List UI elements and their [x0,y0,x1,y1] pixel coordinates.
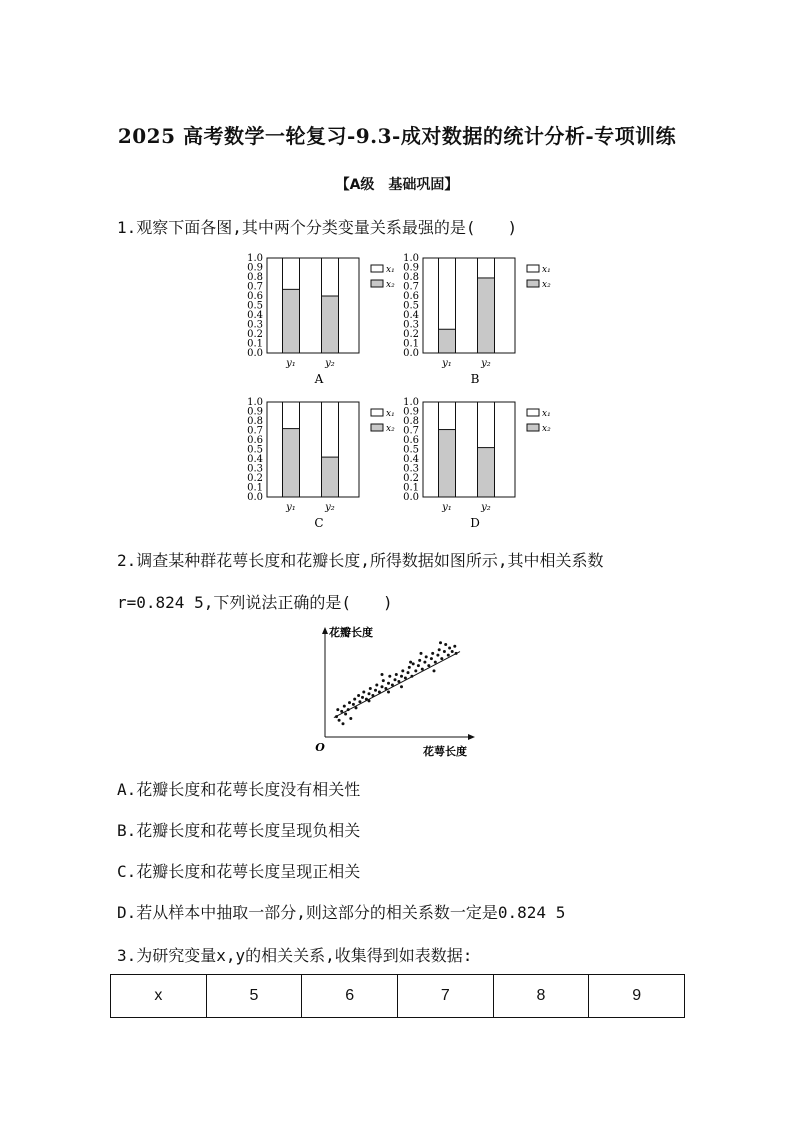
y-tick-label: 0.5 [403,444,419,456]
y-tick-label: 0.3 [403,319,419,331]
question-1-text: 1.观察下面各图,其中两个分类变量关系最强的是( ) [117,218,518,237]
scatter-point [384,687,387,690]
scatter-point [361,696,364,699]
question-2-option-c: C.花瓣长度和花萼长度呈现正相关 [117,862,361,881]
scatter-point [382,679,385,682]
fit-line [334,652,460,718]
y-tick-label: 0.7 [247,425,263,437]
legend-label-x1: x₁ [386,409,395,419]
scatter-point [400,675,403,678]
scatter-point [453,645,456,648]
scatter-point [369,687,372,690]
scatter-point [414,669,417,672]
y-tick-label: 0.6 [403,291,419,302]
scatter-point [352,703,355,706]
bar-chart-b [403,253,551,386]
scatter-point [455,652,458,655]
scatter-point [401,669,404,672]
scatter-point [335,715,338,718]
scatter-point [412,662,415,665]
x-tick-label: y₁ [442,502,452,513]
y-tick-label: 0.0 [247,492,263,503]
y-axis-label: 花瓣长度 [329,626,373,639]
legend-swatch-x2 [527,280,539,287]
y-tick-label: 0.9 [403,262,419,274]
scatter-point [408,666,411,669]
bar-x2 [283,289,300,353]
scatter-point [368,699,371,702]
scatter-point [336,708,339,711]
scatter-point [407,671,410,674]
scatter-point [448,647,451,650]
scatter-point [394,678,397,681]
plot-frame [423,258,515,353]
scatter-point [438,648,441,651]
scatter-point [391,684,394,687]
question-2-option-d: D.若从样本中抽取一部分,则这部分的相关系数一定是0.824 5 [117,903,566,922]
document-title: 2025 高考数学一轮复习-9.3-成对数据的统计分析-专项训练 [117,124,677,148]
table-row [111,975,685,1018]
scatter-point [358,700,361,703]
y-tick-label: 0.2 [247,473,263,484]
scatter-point [421,668,424,671]
y-tick-label: 0.7 [403,425,419,437]
scatter-point [388,675,391,678]
scatter-point [451,650,454,653]
scatter-point [374,689,377,692]
scatter-point [371,694,374,697]
scatter-point [409,661,412,664]
bar-x2 [439,430,456,497]
scatter-point [425,655,428,658]
bar-chart-d [403,397,551,530]
scatter-point [342,722,345,725]
scatter-point [434,661,437,664]
scatter-point [431,652,434,655]
bar-chart-c [247,397,395,530]
chart-letter-label: B [470,372,480,386]
y-tick-label: 1.0 [247,253,263,264]
legend-label-x1: x₁ [386,265,395,275]
y-tick-label: 0.8 [403,416,419,427]
y-tick-label: 1.0 [247,397,263,408]
plot-frame [267,402,359,497]
bar-x2 [322,457,339,497]
bar-x2 [322,296,339,353]
question-2-option-b: B.花瓣长度和花萼长度呈现负相关 [117,821,361,840]
y-tick-label: 0.0 [247,348,263,359]
y-tick-label: 0.8 [247,416,263,427]
x-axis-arrow [468,734,475,740]
table-cell: 9 [589,975,685,1018]
legend-label-x2: x₂ [386,280,395,290]
y-tick-label: 1.0 [403,397,419,408]
data-table [110,974,685,1018]
scatter-point [397,680,400,683]
scatter-point [433,669,436,672]
x-tick-label: y₁ [286,502,296,513]
scatter-plot [0,622,794,762]
legend-label-x1: x₁ [542,409,551,419]
x-tick-label: y₂ [481,502,491,513]
y-tick-label: 0.6 [403,435,419,446]
legend-swatch-x2 [527,424,539,431]
y-tick-label: 1.0 [403,253,419,264]
y-tick-label: 0.2 [247,329,263,340]
legend-label-x2: x₂ [542,424,551,434]
question-2-option-a: A.花瓣长度和花萼长度没有相关性 [117,780,361,799]
legend-label-x2: x₂ [542,280,551,290]
y-tick-label: 0.5 [403,300,419,312]
scatter-point [355,706,358,709]
stacked-bar-charts [0,248,794,538]
chart-letter-label: A [314,372,324,386]
table-cell: 5 [206,975,302,1018]
bar-x2 [478,278,495,353]
plot-frame [423,402,515,497]
legend-swatch-x2 [371,424,383,431]
scatter-point [395,673,398,676]
y-tick-label: 0.1 [403,482,419,494]
scatter-point [400,685,403,688]
y-tick-label: 0.7 [403,281,419,293]
plot-frame [267,258,359,353]
scatter-point [427,664,430,667]
y-tick-label: 0.9 [403,406,419,418]
scatter-point [418,659,421,662]
scatter-point [439,641,442,644]
table-cell: x [111,975,207,1018]
scatter-point [420,652,423,655]
scatter-point [368,692,371,695]
legend-swatch-x2 [371,280,383,287]
y-tick-label: 0.4 [403,454,419,465]
x-axis-label: 花萼长度 [423,745,467,758]
x-tick-label: y₂ [481,358,491,369]
y-tick-label: 0.4 [247,310,263,321]
question-2-line-1: 2.调查某种群花萼长度和花瓣长度,所得数据如图所示,其中相关系数 [117,551,604,570]
scatter-point [357,694,360,697]
scatter-point [417,664,420,667]
y-tick-label: 0.4 [403,310,419,321]
y-tick-label: 0.0 [403,348,419,359]
y-tick-label: 0.4 [247,454,263,465]
y-tick-label: 0.8 [403,272,419,283]
legend-swatch-x1 [527,265,539,272]
scatter-point [436,654,439,657]
bar-x2 [439,329,456,353]
x-tick-label: y₁ [442,358,452,369]
y-tick-label: 0.6 [247,291,263,302]
y-tick-label: 0.9 [247,406,263,418]
scatter-point [440,657,443,660]
bar-x2 [478,448,495,497]
x-tick-label: y₂ [325,358,335,369]
scatter-point [443,650,446,653]
y-tick-label: 0.8 [247,272,263,283]
y-tick-label: 0.6 [247,435,263,446]
table-cell: 7 [397,975,493,1018]
question-3-text: 3.为研究变量x,y的相关关系,收集得到如表数据: [117,946,473,965]
scatter-point [444,643,447,646]
scatter-point [447,654,450,657]
scatter-point [338,719,341,722]
legend-label-x2: x₂ [386,424,395,434]
legend-swatch-x1 [371,409,383,416]
y-tick-label: 0.1 [403,338,419,350]
scatter-point [347,708,350,711]
y-tick-label: 0.2 [403,329,419,340]
x-tick-label: y₂ [325,502,335,513]
scatter-point [423,661,426,664]
y-tick-label: 0.0 [403,492,419,503]
table-cell: 8 [493,975,589,1018]
y-tick-label: 0.2 [403,473,419,484]
scatter-point [375,684,378,687]
scatter-point [381,673,384,676]
bar-chart-a [247,253,395,386]
table-cell: 6 [302,975,398,1018]
y-tick-label: 0.1 [247,482,263,494]
y-tick-label: 0.9 [247,262,263,274]
scatter-point [340,710,343,713]
y-tick-label: 0.3 [247,319,263,331]
y-tick-label: 0.5 [247,444,263,456]
chart-letter-label: C [314,516,324,530]
scatter-point [362,691,365,694]
scatter-point [343,705,346,708]
y-axis-arrow [322,627,328,634]
scatter-point [344,713,347,716]
scatter-point [404,676,407,679]
scatter-point [378,691,381,694]
y-tick-label: 0.7 [247,281,263,293]
scatter-point [349,717,352,720]
legend-swatch-x1 [527,409,539,416]
y-tick-label: 0.5 [247,300,263,312]
scatter-point [348,701,351,704]
y-tick-label: 0.3 [247,463,263,475]
legend-label-x1: x₁ [542,265,551,275]
scatter-point [381,685,384,688]
question-2-line-2: r=0.824 5,下列说法正确的是( ) [117,593,393,612]
section-level-heading: 【A级 基础巩固】 [335,177,459,193]
scatter-point [353,698,356,701]
x-tick-label: y₁ [286,358,296,369]
scatter-point [365,698,368,701]
scatter-point [387,682,390,685]
bar-x2 [283,429,300,497]
origin-label: O [315,741,325,754]
legend-swatch-x1 [371,265,383,272]
scatter-point [430,657,433,660]
y-tick-label: 0.3 [403,463,419,475]
y-tick-label: 0.1 [247,338,263,350]
scatter-point [387,691,390,694]
scatter-point [410,675,413,678]
chart-letter-label: D [470,516,480,530]
